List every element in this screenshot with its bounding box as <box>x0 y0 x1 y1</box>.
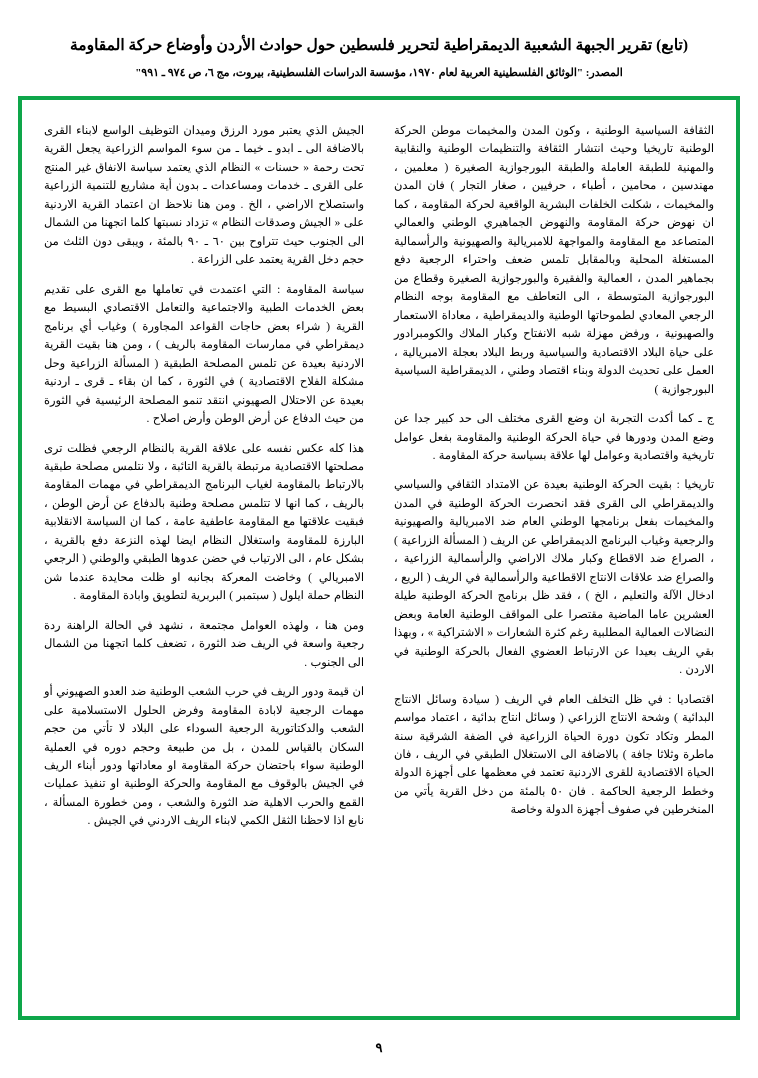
paragraph: ومن هنا ، ولهذه العوامل مجتمعة ، نشهد في الحالة الراهنة ردة رجعية واسعة في الريف ضد الثورة ، تضعف كلما اتجهنا من الشمال الى الجنوب . <box>44 619 364 669</box>
paragraph: اقتصاديا : في ظل التخلف العام في الريف ( سيادة وسائل الانتاج البدائية ) وشحة الانتاج الزراعي ( وسائل انتاج بدائية ، اعتماد مواسم المطر وتكاد تكون دورة الحياة الزراعية في الضفة الشرقية سنة ماطرة وثلاثا جافة ) بالاضافة الى الاستغلال الطبقي في الريف ، فان الحياة الاقتصادية للقرى الاردنية تعتمد في معظمها على أجهزة الدولة وخطط الرجعية الحاكمة . فان ٥٠ بالمئة من دخل القرية يأتي من المنخرطين في صفوف أجهزة الدولة وخاصة <box>394 693 714 817</box>
text-columns <box>44 122 714 1002</box>
paragraph: الجيش الذي يعتبر مورد الرزق وميدان التوظيف الواسع لابناء القرى بالاضافة الى ـ ابدو ـ خيما ـ من سوء المواسم الزراعية يجعل القرية تحت رحمة « حسنات » النظام الذي يعتمد سياسة الانفاق غير المنتج على القرى ـ خدمات ومساعدات ـ بدون أية مشاريع للتنمية الزراعية واستصلاح الاراضي ، الخ . ومن هنا نلاحظ ان اعتماد القرية الاردنية على « الجيش وصدقات النظام » تزداد نسبتها كلما اتجهنا من الشمال الى الجنوب حيث تتراوح بين ٦٠ ـ ٩٠ بالمئة ، ويبقى دون الثلث من حجم دخل القرية يعتمد على الزراعة . <box>44 125 364 267</box>
page-title: (تابع) تقرير الجبهة الشعبية الديمقراطية لتحرير فلسطين حول حوادث الأردن وأوضاع حركة المقاومة <box>69 37 689 54</box>
column-right <box>394 122 714 1002</box>
paragraph: ج ـ كما أكدت التجربة ان وضع القرى مختلف الى حد كبير جدا عن وضع المدن ودورها في حياة الحركة الوطنية والمقاومة بفعل عوامل تاريخية واقتصادية وعوامل لها علاقة بسياسة حركة المقاومة . <box>394 413 714 462</box>
paragraph: سياسة المقاومة : التي اعتمدت في تعاملها مع القرى على تقديم بعض الخدمات الطبية والاجتماعية والتعامل الاقتصادي البسيط مع القرية ( شراء بعض حاجات القواعد المجاورة ) وغياب أي برنامج ديمقراطي في ممارسات المقاومة بالريف ) ، ومن هنا بقيت القرية الاردنية بعيدة عن تلمس المصلحة الطبقية ( المسألة الزراعية وحل مشكلة الفلاح الاقتصادية ) في الثورة ، كما ان بقاء ـ قرى ـ اردنية بعيدة عن الاحتلال الصهيوني انتقد تنمو المصلحة الرئيسية في الثورة من حيث الدفاع عن أرض الوطن وأرض اصلاح . <box>44 283 364 426</box>
paragraph: تاريخيا : بقيت الحركة الوطنية بعيدة عن الامتداد الثقافي والسياسي والديمقراطي الى القرى فقد انحصرت الحركة الوطنية في المدن والمخيمات بفعل برنامجها الوطني العام ضد الامبريالية والصهيونية والرجعية وغياب البرنامج الديمقراطي عن الريف ( المسألة الزراعية ) ، الصراع ضد الاقطاع وكبار ملاك الاراضي والرأسمالية الزراعية ، والصراع ضد علاقات الانتاج الاقطاعية والرأسمالية في الريف ( الريع ، ادخال الآلة والتعليم ، الخ ) ، فقد ظل برنامج الحركة الوطنية طيلة العشرين عاما الماضية مقتصرا على المواقف الوطنية العامة وبعض النضالات العمالية المطلبية رغم كثرة الشعارات « الاشتراكية » ، وبهذا بقي الريف بعيدا عن الارتباط العضوي الفعال بالحركة الوطنية في الاردن . <box>394 479 714 677</box>
paragraph: الثقافة السياسية الوطنية ، وكون المدن والمخيمات موطن الحركة الوطنية تاريخيا وحيث انتشار الثقافة والتنظيمات الوطنية والنقابية والمهنية للطبقة العاملة والطبقة البورجوازية الصغيرة ( معلمين ، مهندسين ، محامين ، أطباء ، حرفيين ، صغار التجار ) فان المدن والمخيمات ، شكلت الخلفات البشرية الواقعية لحركة المقاومة ، كما ان نهوض حركة المقاومة والنهوض الجماهيري الوطني والعمالي المتصاعد مع المقاومة والمواجهة للامبريالية والصهيونية والرأسمالية المستغلة المحلية وبالمقابل تلمس ضعف واحتراء الرجعية دفع بجماهير المدن ، العمالية والفقيرة والبورجوازية الصغيرة وقطاع من البورجوازية المتوسطة ، الى التعاطف مع المقاومة بوجه النظام الرجعي المعادي لطموحاتها الوطنية والديمقراطية ، معاداة الاستعمار والصهيونية ، ورفض مهزلة شبه الانفتاح وكبار الملاك والكومبرادور على حياة البلاد الاقتصادية والسياسية وربط البلاد بعجلة الامبريالية ، العمل على تحديث الدولة وبناء اقتصاد وطني ، الديمقراطية السياسية البورجوازية ) <box>394 125 714 396</box>
paragraph: ان قيمة ودور الريف في حرب الشعب الوطنية ضد العدو الصهيوني أو مهمات الرجعية لابادة المقاومة وفرض الحلول الاستسلامية على الشعب والدكتاتورية الرجعية السوداء على البلاد لا تأتي من حجم السكان بالقياس للمدن ، بل من طبيعة وحجم دوره في العملية الوطنية سواء باحتضان حركة المقاومة او معاداتها ودور أبناء الريف في الجيش بالوقوف مع المقاومة والحركة الوطنية او تنفيذ عمليات القمع والحرب الاهلية ضد الثورة والشعب ، ومن خطورة المسألة ، نابع اذا لاحظنا الثقل الكمي لابناء الريف الاردني في الجيش . <box>44 686 364 828</box>
page-number: ٩ <box>375 1040 383 1055</box>
source-line: المصدر: "الوثائق الفلسطينية العربية لعام ١٩٧٠، مؤسسة الدراسات الفلسطينية، بيروت، مج ٦، ص ٩٧٤ ـ ٩٩١" <box>135 67 623 80</box>
paragraph: هذا كله عكس نفسه على علاقة القرية بالنظام الرجعي فظلت ترى مصلحتها الاقتصادية مرتبطة بالقرية التائبة ، ولا نتلمس مصلحة طبقية بالارتباط بالمقاومة لغياب البرنامج الديمقراطي في مهمات المقاومة بالريف ، كما انها لا تتلمس مصلحة وطنية بالدفاع عن أرض الوطن ، فبقيت علاقتها مع المقاومة عاطفية عامة ، كما ان السياسة الانقلابية البارزة للمقاومة واستغلال النظام ايضا لهذه النزعة دفع بالقرية ، بشكل عام ، الى الارتياب في حضن عدوها الطبقي والوطني ( الرجعي الامبريالي ) وخاضت المعركة بجانبه او ظلت محايدة عندما شن النظام حملة ايلول ( سبتمبر ) البربرية لتطويق وابادة المقاومة . <box>44 442 364 603</box>
content-frame <box>18 96 740 1020</box>
document-header <box>0 0 758 82</box>
column-left <box>44 122 364 1002</box>
